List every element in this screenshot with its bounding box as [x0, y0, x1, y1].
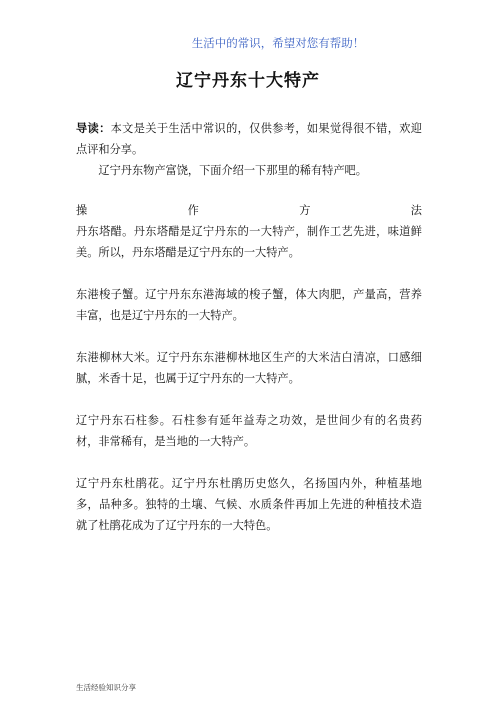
- paragraph-ginseng: 辽宁丹东石柱参。石柱参有延年益寿之功效，是世间少有的名贵药材，非常稀有，是当地的一大特产。: [76, 414, 422, 448]
- paragraph-vinegar: 丹东塔醋。丹东塔醋是辽宁丹东的一大特产，制作工艺先进，味道鲜美。所以，丹东塔醋是辽宁丹东的一大特产。: [76, 225, 422, 259]
- paragraph-gap: [76, 263, 422, 284]
- method-char: 法: [410, 204, 422, 217]
- intro-text: 本文是关于生活中常识的，仅供参考，如果觉得很不错，欢迎点评和分享。: [76, 122, 422, 156]
- lead-paragraph: 辽宁丹东物产富饶，下面介绍一下那里的稀有特产吧。: [98, 164, 367, 177]
- method-char: 作: [187, 204, 199, 217]
- method-heading: [76, 200, 422, 221]
- paragraph-rice: 东港柳林大米。辽宁丹东东港柳林地区生产的大米洁白清凉，口感细腻，米香十足，也属于辽宁丹东的一大特产。: [76, 351, 422, 385]
- method-char: 操: [76, 204, 88, 217]
- article-body: [76, 118, 422, 536]
- paragraph-azalea: 辽宁丹东杜鹃花。辽宁丹东杜鹃历史悠久，名扬国内外，种植基地多，品种多。独特的土壤、气候、水质条件再加上先进的种植技术造就了杜鹃花成为了辽宁丹东的一大特色。: [76, 477, 422, 532]
- page-title: 辽宁丹东十大特产: [176, 71, 320, 91]
- paragraph-gap: [76, 452, 422, 473]
- paragraph-gap: [76, 326, 422, 347]
- intro-paragraph: [76, 118, 422, 160]
- footer-note: 生活经验知识分享: [76, 683, 136, 692]
- intro-label: 导读：: [76, 122, 111, 135]
- method-char: 方: [299, 204, 311, 217]
- paragraph-crab: 东港梭子蟹。辽宁丹东东港海域的梭子蟹，体大肉肥，产量高，营养丰富，也是辽宁丹东的一大特产。: [76, 288, 422, 322]
- header-note: 生活中的常识，希望对您有帮助！: [191, 36, 365, 50]
- paragraph-gap: [76, 389, 422, 410]
